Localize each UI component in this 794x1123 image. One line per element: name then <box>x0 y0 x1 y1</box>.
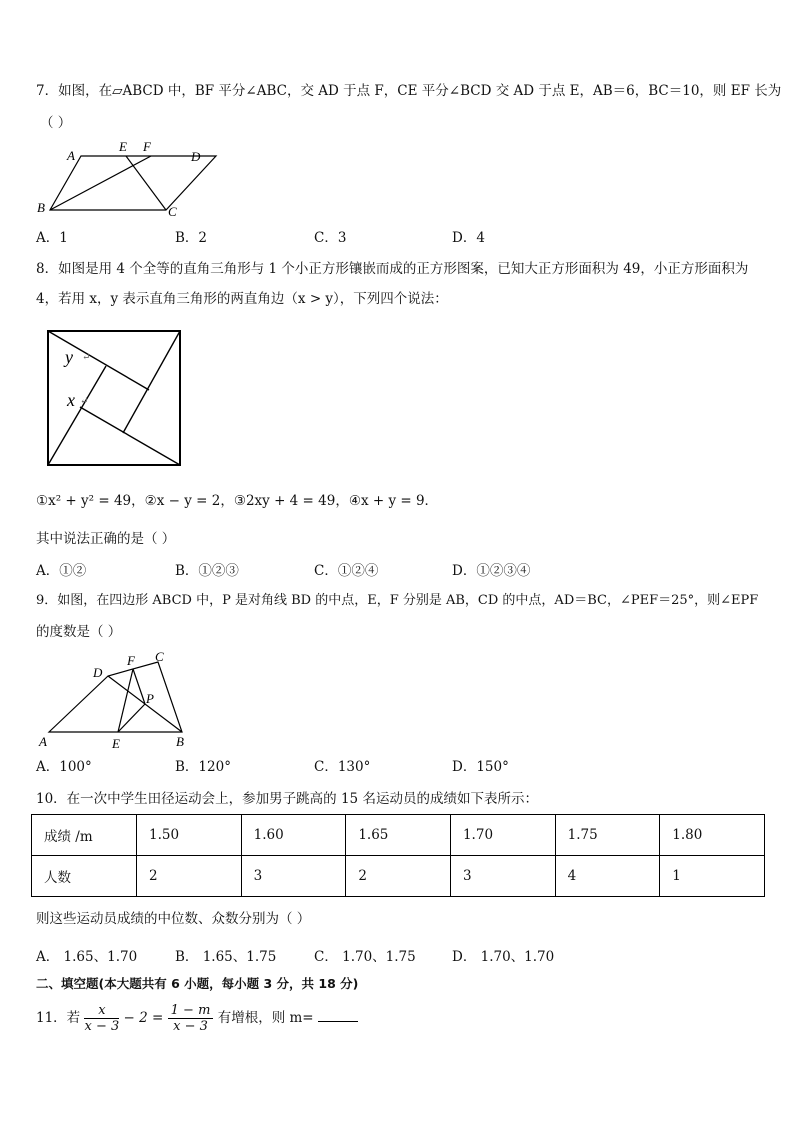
q7-label-a: A <box>67 148 75 163</box>
svg-text:↵: ↵ <box>82 352 91 363</box>
q10-option-a[interactable]: A． 1.65、1.70 <box>36 949 138 965</box>
q7-parallelogram-figure <box>30 136 220 220</box>
q11-frac1-numerator: x <box>84 1003 119 1019</box>
table-cell: 1.50 <box>137 815 242 856</box>
q8-option-a[interactable]: A．①② <box>36 563 87 579</box>
q7-label-c: C <box>168 204 177 219</box>
q9-option-d[interactable]: D．150° <box>452 759 509 775</box>
q9-label-a: A <box>39 734 47 749</box>
q9-label-e: E <box>112 736 120 750</box>
q7-label-d: D <box>191 149 201 164</box>
q7-label-b: B <box>37 200 45 215</box>
q11-prefix: 11．若 <box>36 1010 81 1026</box>
q8-stem-line1: 8．如图是用 4 个全等的直角三角形与 1 个小正方形镶嵌而成的正方形图案，已知大正方形面积为 49，小正方形面积为 <box>36 261 749 277</box>
q10-option-b[interactable]: B． 1.65、1.75 <box>175 949 277 965</box>
q8-square-figure <box>44 328 186 470</box>
q10-score-table <box>31 814 765 897</box>
table-cell: 1.75 <box>555 815 660 856</box>
q10-option-c[interactable]: C． 1.70、1.75 <box>314 949 416 965</box>
q7-option-c[interactable]: C．3 <box>314 230 347 246</box>
q7-option-a[interactable]: A．1 <box>36 230 68 246</box>
q9-label-f: F <box>127 653 135 668</box>
q11-frac1-denominator: x − 3 <box>84 1019 120 1034</box>
q8-statements: ①x² + y² = 49，②x − y = 2，③2xy + 4 = 49，④x + y = 9． <box>36 493 439 509</box>
q8-label-y: y <box>65 347 73 367</box>
q9-label-p: P <box>146 691 154 706</box>
q8-question: 其中说法正确的是（ ） <box>36 531 176 547</box>
table-cell: 4 <box>555 856 660 897</box>
table-cell: 1.65 <box>346 815 451 856</box>
table-cell: 1 <box>660 856 765 897</box>
q9-quadrilateral-figure <box>32 648 202 750</box>
q8-option-b[interactable]: B．①②③ <box>175 563 239 579</box>
table-cell: 1.80 <box>660 815 765 856</box>
table-cell: 3 <box>241 856 346 897</box>
q10-option-d[interactable]: D． 1.70、1.70 <box>452 949 555 965</box>
q9-option-c[interactable]: C．130° <box>314 759 371 775</box>
q7-option-d[interactable]: D．4 <box>452 230 485 246</box>
q11-suffix: 有增根，则 m= <box>217 1010 314 1026</box>
q9-option-a[interactable]: A．100° <box>36 759 92 775</box>
table-cell: 成绩 /m <box>32 815 137 856</box>
table-cell: 1.70 <box>450 815 555 856</box>
table-cell: 1.60 <box>241 815 346 856</box>
table-row <box>32 856 765 897</box>
q10-stem: 10．在一次中学生田径运动会上，参加男子跳高的 15 名运动员的成绩如下表所示： <box>36 791 538 807</box>
table-row <box>32 815 765 856</box>
q10-question: 则这些运动员成绩的中位数、众数分别为（ ） <box>36 911 311 927</box>
table-cell: 人数 <box>32 856 137 897</box>
q11-fraction-2 <box>168 1003 214 1034</box>
q9-option-b[interactable]: B．120° <box>175 759 231 775</box>
table-cell: 2 <box>137 856 242 897</box>
q8-stem-line2: 4，若用 x，y 表示直角三角形的两直角边（x > y），下列四个说法： <box>36 291 448 307</box>
q7-option-b[interactable]: B．2 <box>175 230 208 246</box>
q7-label-f: F <box>143 139 151 154</box>
q7-stem-line2: （ ） <box>40 115 72 131</box>
q11-stem <box>36 1000 358 1036</box>
q8-label-x: x <box>67 390 75 410</box>
section-heading: 二、填空题(本大题共有 6 小题，每小题 3 分，共 18 分) <box>36 976 359 991</box>
q9-label-d: D <box>93 665 103 680</box>
q11-fraction-1 <box>84 1003 119 1034</box>
q9-label-b: B <box>176 734 184 749</box>
table-cell: 3 <box>450 856 555 897</box>
q7-label-e: E <box>119 139 127 154</box>
q11-middle: − 2 = <box>123 1010 164 1026</box>
q9-label-c: C <box>155 649 164 664</box>
q11-frac2-numerator: 1 − m <box>168 1003 214 1019</box>
q7-stem-line1: 7．如图，在▱ABCD 中，BF 平分∠ABC，交 AD 于点 F，CE 平分∠BCD 交 AD 于点 E，AB＝6，BC＝10，则 EF 长为 <box>36 83 782 99</box>
q9-stem-line1: 9．如图，在四边形 ABCD 中，P 是对角线 BD 的中点，E，F 分别是 AB，CD 的中点，AD＝BC，∠PEF＝25°，则∠EPF <box>36 593 759 608</box>
q11-frac2-denominator: x − 3 <box>173 1019 208 1034</box>
q11-answer-blank[interactable] <box>318 1007 358 1022</box>
table-cell: 2 <box>346 856 451 897</box>
q8-option-d[interactable]: D．①②③④ <box>452 563 531 579</box>
svg-text:↵: ↵ <box>80 396 89 407</box>
q9-stem-line2: 的度数是（ ） <box>36 624 122 640</box>
q8-option-c[interactable]: C．①②④ <box>314 563 379 579</box>
